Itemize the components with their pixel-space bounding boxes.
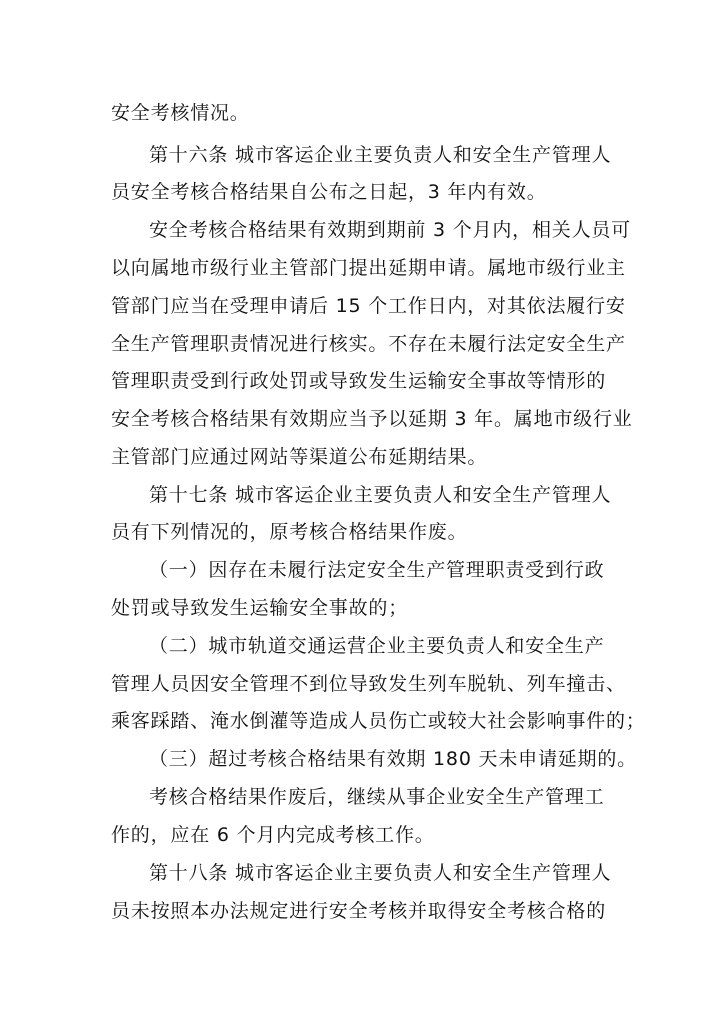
text-line: 管理职责受到行政处罚或导致发生运输安全事故等情形的: [111, 370, 607, 392]
text-line: 管部门应当在受理申请后 15 个工作日内，对其依法履行安: [111, 295, 626, 317]
article-18-heading: 第十八条 城市客运企业主要负责人和安全生产管理人: [149, 862, 612, 884]
text-line: 管理人员因安全管理不到位导致发生列车脱轨、列车撞击、: [111, 673, 626, 695]
text-line: 处罚或导致发生运输安全事故的；: [111, 597, 409, 619]
text-line: 安全考核合格结果有效期应当予以延期 3 年。属地市级行业: [111, 408, 633, 430]
text-line: 安全考核情况。: [111, 102, 250, 124]
paragraph-start: 考核合格结果作废后，继续从事企业安全生产管理工: [149, 786, 605, 808]
text-line: 员有下列情况的，原考核合格结果作废。: [111, 521, 468, 543]
list-item-2: （二）城市轨道交通运营企业主要负责人和安全生产: [149, 635, 605, 657]
text-line: 以向属地市级行业主管部门提出延期申请。属地市级行业主: [111, 257, 626, 279]
text-line: 乘客踩踏、淹水倒灌等造成人员伤亡或较大社会影响事件的；: [111, 710, 646, 732]
article-17-heading: 第十七条 城市客运企业主要负责人和安全生产管理人: [149, 484, 612, 506]
article-16-heading: 第十六条 城市客运企业主要负责人和安全生产管理人: [149, 144, 612, 166]
text-line: 主管部门应通过网站等渠道公布延期结果。: [111, 446, 488, 468]
text-line: 全生产管理职责情况进行核实。不存在未履行法定安全生产: [111, 333, 626, 355]
list-item-3: （三）超过考核合格结果有效期 180 天未申请延期的。: [149, 748, 637, 770]
text-line: 员安全考核合格结果自公布之日起，3 年内有效。: [111, 181, 547, 203]
text-line: 员未按照本办法规定进行安全考核并取得安全考核合格的: [111, 900, 607, 922]
text-line: 作的，应在 6 个月内完成考核工作。: [111, 824, 435, 846]
paragraph-start: 安全考核合格结果有效期到期前 3 个月内，相关人员可: [149, 219, 631, 241]
list-item-1: （一）因存在未履行法定安全生产管理职责受到行政: [149, 559, 605, 581]
